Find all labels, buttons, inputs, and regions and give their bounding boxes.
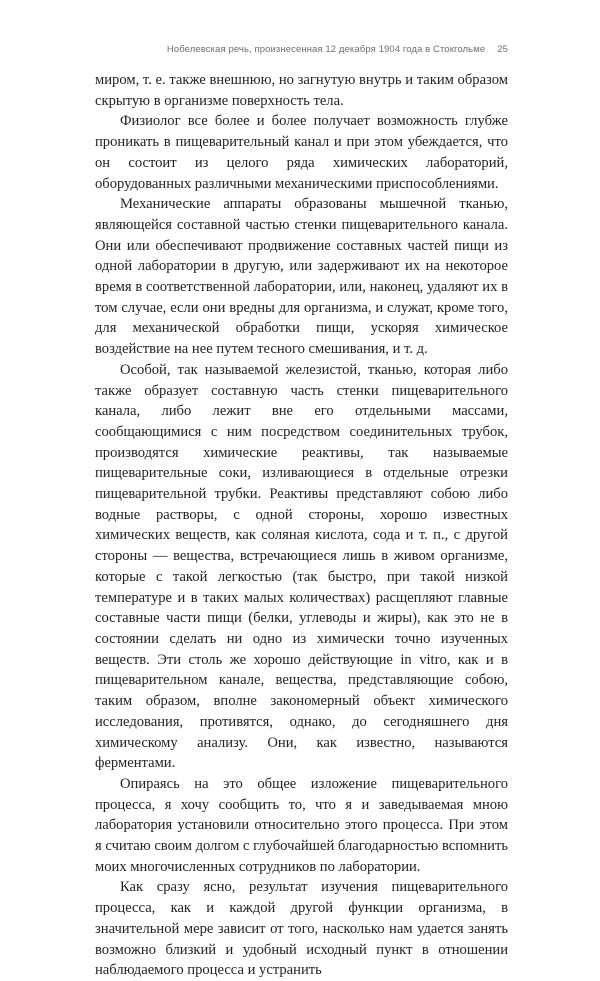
paragraph: Физиолог все более и более получает возможность глубже проникать в пищеварительный канал и при этом убеждается, что он состоит из целого ряда химических лабораторий, оборудованных различными механическими приспособлениями. [95, 113, 508, 192]
paragraph: Особой, так называемой железистой, тканью, которая либо также образует составную часть стенки пищеварительного канала, либо лежит вне его отдельными массами, сообщающимися с ним посредством соединительных трубок, производятся химические реактивы, так называемые пищеварительные соки, изливающиеся в отдельные отрезки пищеварительной трубки. Реактивы представляют собою либо водные растворы, с одной стороны, хорошо известных химических веществ, как соляная кислота, сода и т. п., с другой стороны — вещества, встречающиеся лишь в живом организме, которые с такой легкостью (так быстро, при такой низкой температуре и в таких малых количествах) расщепляют главные составные части пищи (белки, углеводы и жиры), как это не в состоянии сделать ни одно из химически точно изученных веществ. Эти столь же хорошо действующие in vitro, как и в пищеварительном канале, вещества, представляющие собою, таким образом, вполне закономерный объект химического исследования, противятся, однако, до сегодняшнего дня химическому анализу. Они, как известно, называются ферментами. [95, 361, 508, 772]
body-text [95, 70, 508, 981]
page-number: 25 [497, 44, 508, 55]
paragraph: Механические аппараты образованы мышечной тканью, являющейся составной частью стенки пищеварительного канала. Они или обеспечивают продвижение составных частей пищи из одной лаборатории в другую, или задерживают их на некоторое время в соответственной лаборатории, или, наконец, удаляют их в том случае, если они вредны для организма, и служат, кроме того, для механической обработки пищи, ускоряя химическое воздействие на нее путем тесного смешивания, и т. д. [95, 196, 508, 358]
paragraph-continued: миром, т. е. также внешнюю, но загнутую внутрь и таким образом скрытую в организме поверхность тела. [95, 72, 508, 109]
running-title: Нобелевская речь, произнесенная 12 декабря 1904 года в Стокгольме [166, 44, 486, 55]
paragraph: Как сразу ясно, результат изучения пищеварительного процесса, как и каждой другой функции организма, в значительной мере зависит от того, насколько нам удается занять возможно близкий и удобный исходный пункт в отношении наблюдаемого процесса и устранить [95, 879, 508, 979]
running-head [95, 44, 508, 55]
paragraph: Опираясь на это общее изложение пищеварительного процесса, я хочу сообщить то, что я и заведываемая мною лаборатория установили относительно этого процесса. При этом я считаю своим долгом с глубочайшей благодарностью вспомнить моих многочисленных сотрудников по лаборатории. [95, 775, 508, 875]
